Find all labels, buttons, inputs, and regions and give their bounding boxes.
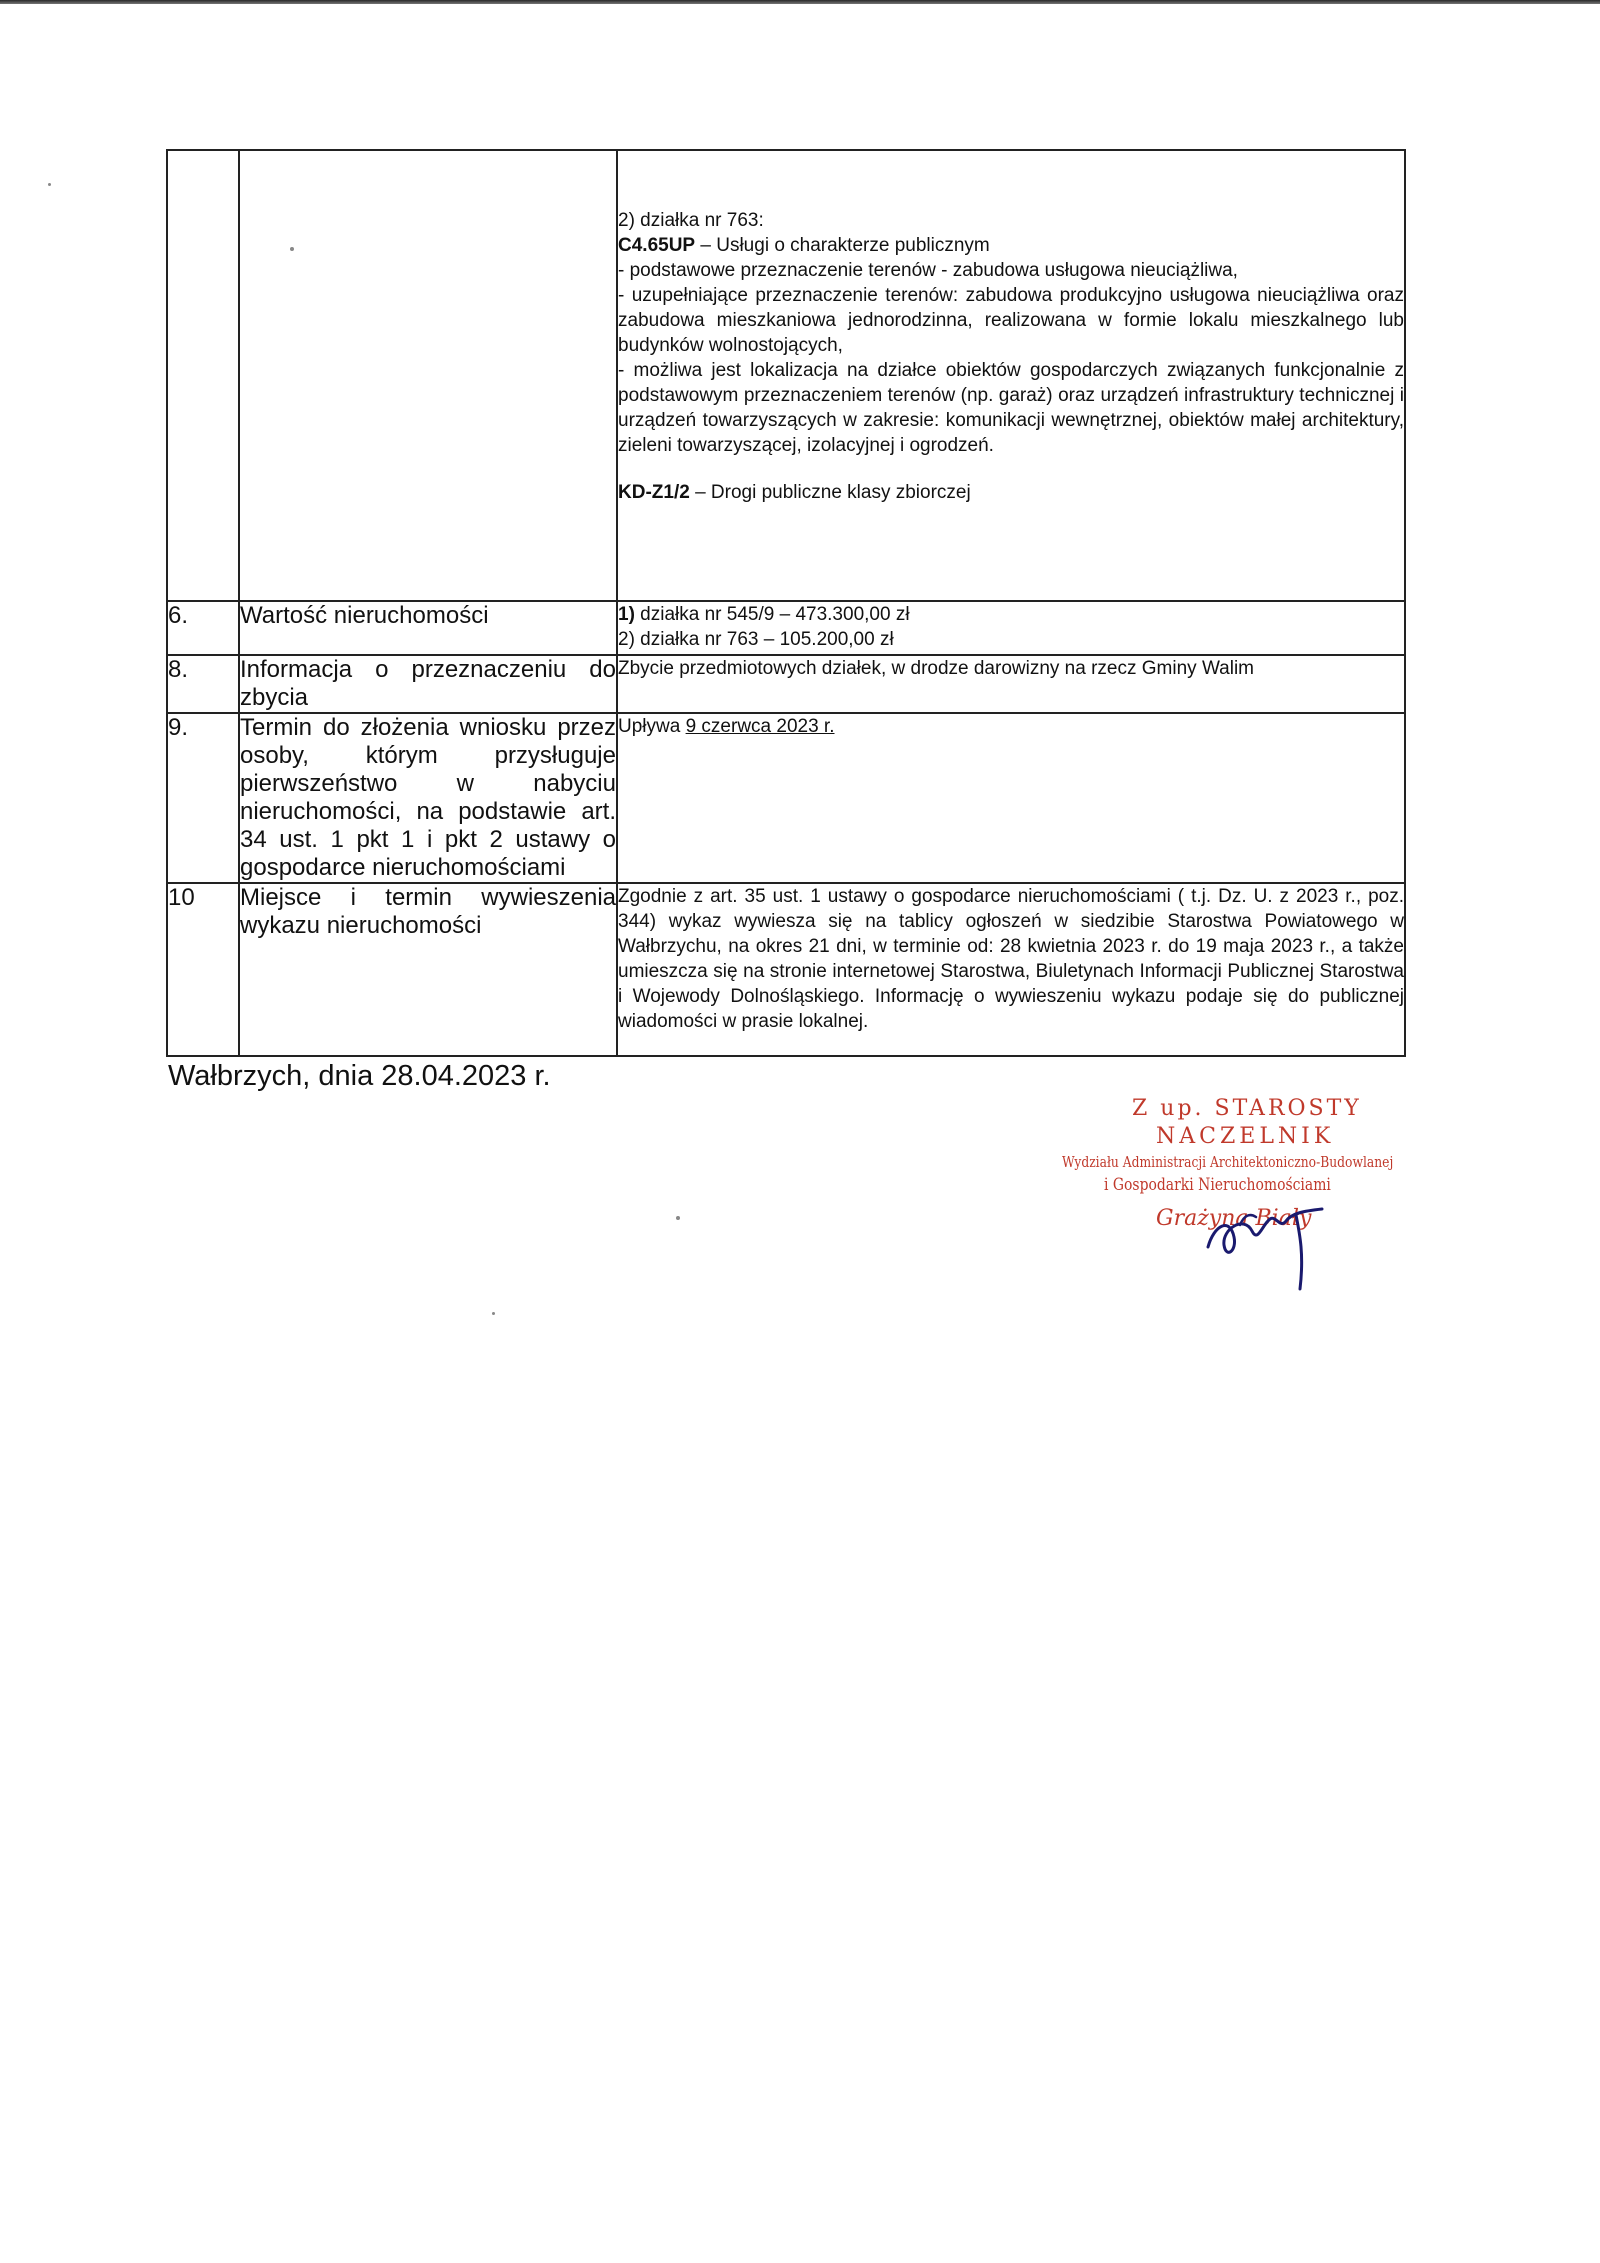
property-listing-table: [166, 149, 1406, 1057]
value-plot-763: 2) działka nr 763 – 105.200,00 zł: [618, 629, 894, 650]
row-number: 9.: [167, 713, 239, 883]
stamp-line-4: i Gospodarki Nieruchomościami: [1104, 1175, 1331, 1195]
row-number: 8.: [167, 655, 239, 713]
kd-code: KD-Z1/2: [618, 482, 690, 503]
value-plot-545-9: działka nr 545/9 – 473.300,00 zł: [634, 604, 910, 625]
table-row-disposal-info: [167, 655, 1405, 713]
stamp-line-3: Wydziału Administracji Architektoniczno-Budowlanej: [1062, 1153, 1394, 1171]
scan-speck: [48, 183, 51, 186]
supplementary-purpose: - uzupełniające przeznaczenie terenów: zabudowa produkcyjno usługowa nieuciążliwa oraz zabudowa mieszkaniowa jednorodzinna, realizowana w formie lokalu mieszkalnego lub budynków wolnostojących,: [618, 285, 1404, 356]
handwritten-signature: [1200, 1185, 1330, 1295]
plot-763-heading: 2) działka nr 763:: [618, 210, 764, 231]
disposal-info: Zbycie przedmiotowych działek, w drodze darowizny na rzecz Gminy Walim: [617, 655, 1405, 713]
row-number: 6.: [167, 601, 239, 655]
allowed-facilities: - możliwa jest lokalizacja na działce obiektów gospodarczych związanych funkcjonalnie z podstawowym przeznaczeniem terenów (np. garaż) oraz urządzeń infrastruktury technicznej i urządzeń towarzyszących w zakresie: komunikacji wewnętrznej, obiektów małej architektury, zieleni towarzyszącej, izolacyjnej i ogrodzeń.: [618, 360, 1404, 456]
land-use-description: [617, 150, 1405, 601]
stamp-line-2: NACZELNIK: [1156, 1124, 1335, 1149]
place-and-date: Wałbrzych, dnia 28.04.2023 r.: [168, 1060, 551, 1092]
row-label: Termin do złożenia wniosku przez osoby, którym przysługuje pierwszeństwo w nabyciu nieruchomości, na podstawie art. 34 ust. 1 pkt 1 i pkt 2 ustawy o gospodarce nieruchomościami: [240, 714, 616, 881]
scan-speck: [492, 1312, 495, 1315]
table-row-deadline: [167, 713, 1405, 883]
table-row-posting: [167, 883, 1405, 1056]
stamp-line-1: Z up. STAROSTY: [1132, 1096, 1362, 1121]
c4-designation: C4.65UP – Usługi o charakterze publicznym: [618, 235, 990, 256]
table-row-value: [167, 601, 1405, 655]
stamp-line-5: Grażyna Biały: [1156, 1206, 1312, 1231]
row-label: Miejsce i termin wywieszenia wykazu nieruchomości: [239, 883, 617, 1056]
cell-number-empty: [167, 150, 239, 601]
cell-label-empty: [239, 150, 617, 601]
kd-designation: KD-Z1/2 – Drogi publiczne klasy zbiorczej: [618, 482, 971, 503]
scan-speck: [676, 1216, 680, 1220]
posting-details: Zgodnie z art. 35 ust. 1 ustawy o gospodarce nieruchomościami ( t.j. Dz. U. z 2023 r., poz. 344) wykaz wywiesza się na tablicy ogłoszeń w siedzibie Starostwa Powiatowego w Wałbrzychu, na okres 21 dni, w terminie od: 28 kwietnia 2023 r. do 19 maja 2023 r., a także umieszcza się na stronie internetowej Starostwa, Biuletynach Informacji Publicznej Starostwa i Wojewody Dolnośląskiego. Informację o wywieszeniu wykazu podaje się do publicznej wiadomości w prasie lokalnej.: [617, 883, 1405, 1056]
primary-purpose: - podstawowe przeznaczenie terenów - zabudowa usługowa nieuciążliwa,: [618, 260, 1238, 281]
scan-speck: [290, 247, 294, 251]
table-row-land-use: [167, 150, 1405, 601]
deadline-value: Upływa 9 czerwca 2023 r.: [617, 713, 1405, 883]
row-label: Informacja o przeznaczeniu do zbycia: [240, 656, 616, 711]
row-number: 10: [167, 883, 239, 1056]
c4-code: C4.65UP: [618, 235, 696, 256]
scan-top-edge: [0, 0, 1600, 4]
deadline-date: 9 czerwca 2023 r.: [685, 716, 835, 737]
row-label: Wartość nieruchomości: [239, 601, 617, 655]
property-values: 1) działka nr 545/9 – 473.300,00 zł 2) działka nr 763 – 105.200,00 zł: [617, 601, 1405, 655]
